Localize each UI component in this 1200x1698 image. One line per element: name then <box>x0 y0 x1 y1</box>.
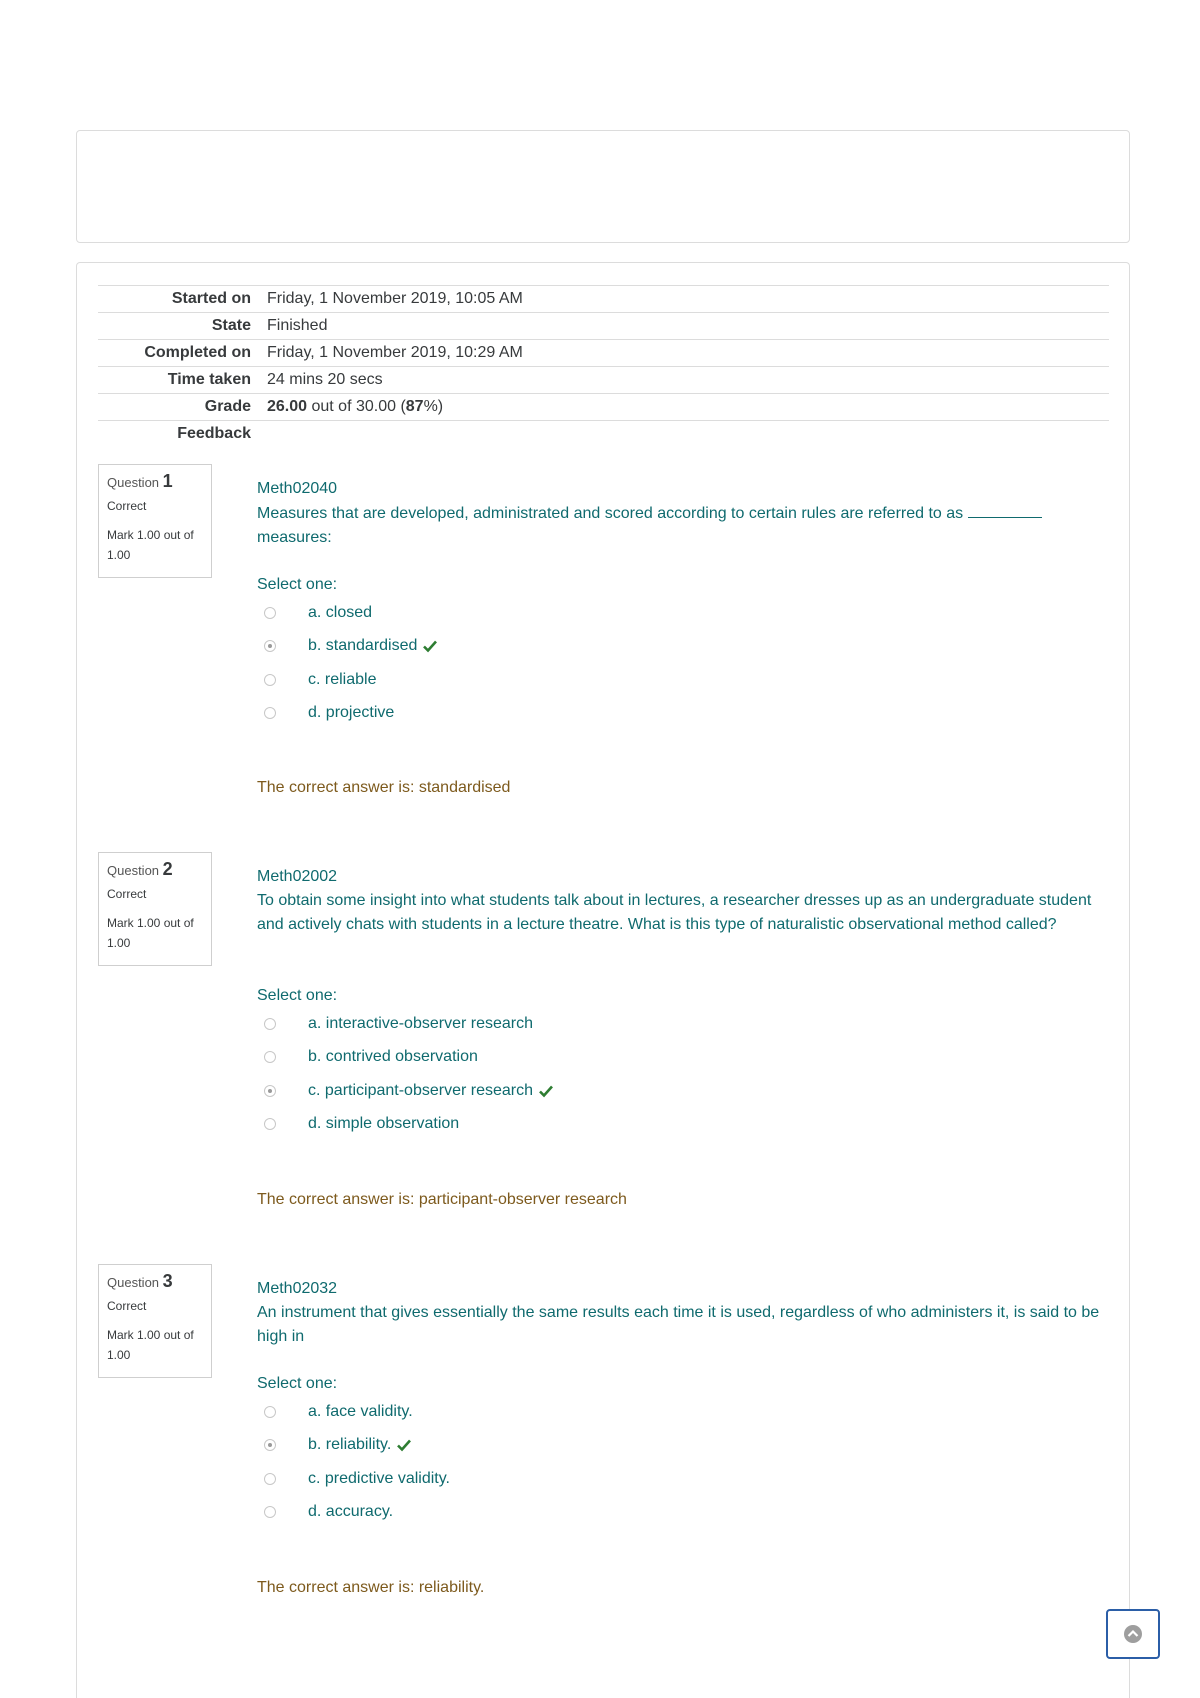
radio-button[interactable] <box>264 1051 276 1063</box>
summary-label: State <box>98 313 267 340</box>
question-number: 1 <box>162 471 173 491</box>
answer-option[interactable] <box>264 601 372 625</box>
question-stem: Measures that are developed, administrated and scored according to certain rules are referred to as <box>257 505 964 522</box>
question-mark: Mark 1.00 out of 1.00 <box>107 1328 194 1362</box>
option-label: d. accuracy. <box>308 1503 394 1520</box>
summary-value: Friday, 1 November 2019, 10:29 AM <box>267 340 1109 367</box>
grade-mid: out of 30.00 ( <box>307 398 406 415</box>
option-label: b. standardised <box>308 637 418 654</box>
question-text <box>257 865 1117 937</box>
summary-row-time <box>98 367 1109 394</box>
summary-label: Grade <box>98 394 267 421</box>
correct-answer-feedback: The correct answer is: standardised <box>257 779 511 796</box>
radio-button[interactable] <box>264 1473 276 1485</box>
option-label: d. projective <box>308 704 395 721</box>
question-word: Question <box>107 475 160 490</box>
radio-button-selected[interactable] <box>264 640 276 652</box>
question-text <box>257 477 1117 550</box>
question-number-line <box>107 1271 203 1293</box>
question-code: Meth02040 <box>257 480 338 497</box>
summary-row-feedback <box>98 421 1109 448</box>
option-label: c. reliable <box>308 671 377 688</box>
question-number: 3 <box>162 1271 173 1291</box>
arrow-up-circle-icon <box>1123 1624 1143 1644</box>
option-label: a. face validity. <box>308 1403 413 1420</box>
summary-label: Started on <box>98 286 267 313</box>
radio-button[interactable] <box>264 1506 276 1518</box>
top-card <box>76 130 1130 243</box>
question-info-box <box>98 1264 212 1378</box>
answer-option[interactable] <box>264 1012 533 1036</box>
question-state: Correct <box>107 499 147 513</box>
question-info-box <box>98 852 212 966</box>
question-state: Correct <box>107 887 147 901</box>
summary-row-grade <box>98 394 1109 421</box>
summary-label: Time taken <box>98 367 267 394</box>
option-label: a. interactive-observer research <box>308 1015 533 1032</box>
correct-answer-feedback: The correct answer is: participant-observer research <box>257 1191 627 1208</box>
question-mark: Mark 1.00 out of 1.00 <box>107 916 194 950</box>
check-icon <box>423 639 437 653</box>
select-one-label: Select one: <box>257 987 338 1004</box>
option-label: a. closed <box>308 604 373 621</box>
attempt-summary-table <box>98 285 1109 448</box>
check-icon <box>539 1084 553 1098</box>
question-code: Meth02002 <box>257 868 338 885</box>
option-label: b. contrived observation <box>308 1048 478 1065</box>
radio-button-selected[interactable] <box>264 1085 276 1097</box>
summary-value-grade <box>267 394 1109 421</box>
summary-label: Completed on <box>98 340 267 367</box>
correct-answer-feedback: The correct answer is: reliability. <box>257 1579 485 1596</box>
question-number-line <box>107 859 203 881</box>
question-code: Meth02032 <box>257 1280 338 1297</box>
answer-option[interactable] <box>264 634 437 658</box>
radio-button[interactable] <box>264 1118 276 1130</box>
answer-option[interactable] <box>264 1079 553 1103</box>
summary-row-state <box>98 313 1109 340</box>
grade-score: 26.00 <box>267 398 308 415</box>
question-word: Question <box>107 1275 160 1290</box>
summary-value: Friday, 1 November 2019, 10:05 AM <box>267 286 1109 313</box>
question-number-line <box>107 471 203 493</box>
radio-button[interactable] <box>264 607 276 619</box>
answer-option[interactable] <box>264 1112 459 1136</box>
radio-button[interactable] <box>264 1406 276 1418</box>
answer-option[interactable] <box>264 1500 393 1524</box>
option-label: d. simple observation <box>308 1115 460 1132</box>
answer-option[interactable] <box>264 1400 413 1424</box>
radio-button[interactable] <box>264 1018 276 1030</box>
grade-end: %) <box>423 398 444 415</box>
answer-option[interactable] <box>264 1433 411 1457</box>
radio-button[interactable] <box>264 674 276 686</box>
question-stem-end: measures: <box>257 529 332 546</box>
question-body <box>257 501 1117 550</box>
check-icon <box>397 1438 411 1452</box>
question-body: An instrument that gives essentially the same results each time it is used, regardless of who administers it, is said to be high in <box>257 1304 1100 1345</box>
select-one-label: Select one: <box>257 576 338 593</box>
summary-row-completed <box>98 340 1109 367</box>
select-one-label: Select one: <box>257 1375 338 1392</box>
question-number: 2 <box>162 859 173 879</box>
summary-value <box>267 421 1109 448</box>
scroll-to-top-button[interactable] <box>1106 1609 1160 1659</box>
question-body: To obtain some insight into what students talk about in lectures, a researcher dresses up as an undergraduate student and actively chats with students in a lecture theatre. What is this type of naturalistic observational method called? <box>257 892 1092 933</box>
answer-option[interactable] <box>264 1467 450 1491</box>
option-label: c. predictive validity. <box>308 1470 450 1487</box>
radio-button-selected[interactable] <box>264 1439 276 1451</box>
answer-option[interactable] <box>264 668 376 692</box>
question-word: Question <box>107 863 160 878</box>
summary-value: 24 mins 20 secs <box>267 367 1109 394</box>
question-state: Correct <box>107 1299 147 1313</box>
question-text <box>257 1277 1117 1349</box>
summary-label: Feedback <box>98 421 267 448</box>
option-label: c. participant-observer research <box>308 1082 533 1099</box>
answer-blank <box>968 501 1042 518</box>
option-label: b. reliability. <box>308 1436 392 1453</box>
answer-option[interactable] <box>264 701 394 725</box>
question-mark: Mark 1.00 out of 1.00 <box>107 528 194 562</box>
question-info-box <box>98 464 212 578</box>
answer-option[interactable] <box>264 1045 478 1069</box>
summary-value: Finished <box>267 313 1109 340</box>
grade-percent: 87 <box>405 398 424 415</box>
summary-row-started <box>98 286 1109 313</box>
radio-button[interactable] <box>264 707 276 719</box>
